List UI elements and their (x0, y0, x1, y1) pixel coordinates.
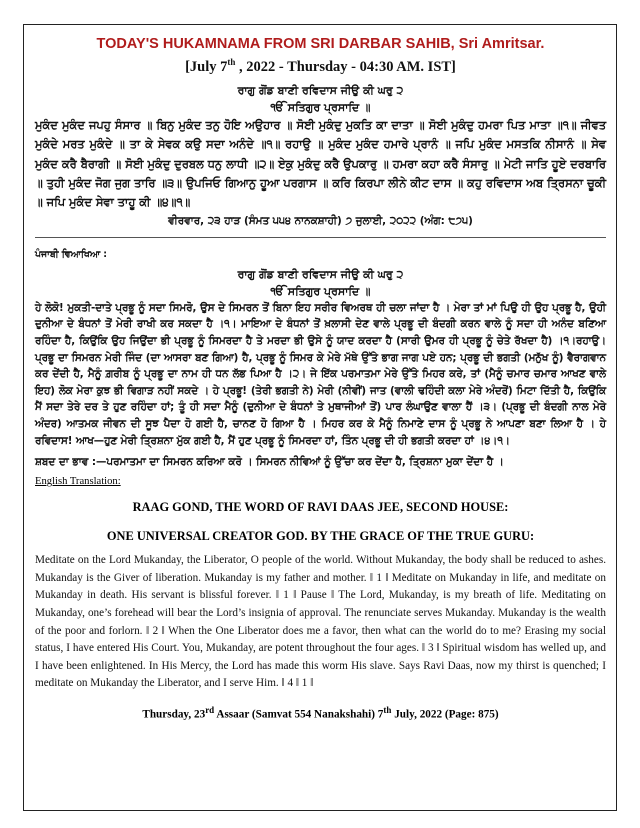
footer-prefix: Thursday, 23 (142, 708, 206, 721)
punjabi-label: ਪੰਜਾਬੀ ਵਿਆਖਿਆ : (35, 248, 108, 260)
gurbani-date: ਵੀਰਵਾਰ, ੨੩ ਹਾੜ (ਸੰਮਤ ੫੫੪ ਨਾਨਕਸ਼ਾਹੀ) ੭ ਜੁਲਾਈ, ੨੦੨੨ (ਅੰਗ: ੮੭੫) (168, 214, 473, 227)
date-suffix: , 2022 - Thursday - 04:30 AM. IST] (235, 58, 456, 75)
gurbani-raag: ਰਾਗੁ ਗੋਂਡ ਬਾਣੀ ਰਵਿਦਾਸ ਜੀਉ ਕੀ ਘਰੁ ੨ (237, 83, 404, 97)
english-heading-raag: RAAG GOND, THE WORD OF RAVI DAAS JEE, SECOND HOUSE: (132, 500, 509, 515)
english-label: English Translation: (35, 476, 121, 488)
gurbani-text: ਮੁਕੰਦ ਮੁਕੰਦ ਜਪਹੁ ਸੰਸਾਰ ॥ ਬਿਨੁ ਮੁਕੰਦ ਤਨੁ ਹੋਇ ਅਉਹਾਰ ॥ ਸੋਈ ਮੁਕੰਦੁ ਮੁਕਤਿ ਕਾ ਦਾਤਾ ॥ ਸੋਈ ਮੁਕੰਦੁ ਹਮਰਾ ਪਿਤ ਮਾਤਾ ॥੧॥ ਜੀਵਤ ਮੁਕੰਦੇ ਮਰਤ ਮੁਕੰਦੇ ॥ ਤਾ ਕੇ ਸੇਵਕ ਕਉ ਸਦਾ ਅਨੰਦੇ ॥੧॥ ਰਹਾਉ ॥ ਮੁਕੰਦ ਮੁਕੰਦ ਹਮਾਰੇ ਪ੍ਰਾਨੰ ॥ ਜਪਿ ਮੁਕੰਦ ਮਸਤਕਿ ਨੀਸਾਨੰ ॥ ਸੇਵ ਮੁਕੰਦ ਕਰੈ ਬੈਰਾਗੀ ॥ ਸੋਈ ਮੁਕੰਦੁ ਦੁਰਬਲ ਧਨੁ ਲਾਧੀ ॥੨॥ ਏਕੁ ਮੁਕੰਦੁ ਕਰੈ ਉਪਕਾਰੁ ॥ ਹਮਰਾ ਕਹਾ ਕਰੈ ਸੰਸਾਰੁ ॥ ਮੇਟੀ ਜਾਤਿ ਹੂਏ ਦਰਬਾਰਿ ॥ ਤੁਹੀ ਮੁਕੰਦ ਜੋਗ ਜੁਗ ਤਾਰਿ ॥੩॥ ਉਪਜਿਓ ਗਿਆਨੁ ਹੂਆ ਪਰਗਾਸ ॥ ਕਰਿ ਕਿਰਪਾ ਲੀਨੇ ਕੀਟ ਦਾਸ ॥ ਕਹੁ ਰਵਿਦਾਸ ਅਬ ਤ੍ਰਿਸਨਾ ਚੂਕੀ ॥ ਜਪਿ ਮੁਕੰਦ ਸੇਵਾ ਤਾਹੂ ਕੀ ॥੪॥੧॥ (35, 117, 606, 210)
english-heading-mool: ONE UNIVERSAL CREATOR GOD. BY THE GRACE OF THE TRUE GURU: (106, 529, 535, 544)
vyakhya-raag: ਰਾਗੁ ਗੋਂਡ ਬਾਣੀ ਰਵਿਦਾਸ ਜੀਉ ਕੀ ਘਰੁ ੨ (237, 267, 404, 281)
shabad-bhav: ਸ਼ਬਦ ਦਾ ਭਾਵ :—ਪਰਮਾਤਮਾ ਦਾ ਸਿਮਰਨ ਕਰਿਆ ਕਰੋ । ਸਿਮਰਨ ਨੀਵਿਆਂ ਨੂੰ ਉੱਚਾ ਕਰ ਦੇਂਦਾ ਹੈ, ਤ੍ਰਿਸ਼ਨਾ ਮੁਕਾ ਦੇਂਦਾ ਹੈ । (35, 456, 504, 469)
page-title: TODAY'S HUKAMNAMA FROM SRI DARBAR SAHIB, Sri Amritsar. (96, 36, 545, 52)
hukamnama-page (23, 24, 617, 811)
vyakhya-mool: ੴ ਸਤਿਗੁਰ ਪ੍ਰਸਾਦਿ ॥ (270, 284, 371, 298)
gurbani-mool: ੴ ਸਤਿਗੁਰ ਪ੍ਰਸਾਦਿ ॥ (270, 100, 371, 114)
footer-sup-2: th (383, 704, 392, 715)
date-prefix: [July 7 (185, 58, 228, 75)
page-content (35, 35, 606, 723)
section-divider (35, 237, 606, 238)
footer-mid: Assaar (Samvat 554 Nanakshahi) 7 (214, 708, 384, 721)
vyakhya-text: ਹੇ ਲੋਕੋ! ਮੁਕਤੀ-ਦਾਤੇ ਪ੍ਰਭੂ ਨੂੰ ਸਦਾ ਸਿਮਰੋ, ਉਸ ਦੇ ਸਿਮਰਨ ਤੋਂ ਬਿਨਾ ਇਹ ਸਰੀਰ ਵਿਅਰਥ ਹੀ ਚਲਾ ਜਾਂਦਾ ਹੈ । ਮੇਰਾ ਤਾਂ ਮਾਂ ਪਿਉ ਹੀ ਉਹ ਪ੍ਰਭੂ ਹੈ, ਉਹੀ ਦੁਨੀਆ ਦੇ ਬੰਧਨਾਂ ਤੋਂ ਮੇਰੀ ਰਾਖੀ ਕਰ ਸਕਦਾ ਹੈ ।੧। ਮਾਇਆ ਦੇ ਬੰਧਨਾਂ ਤੋਂ ਖ਼ਲਾਸੀ ਦੇਣ ਵਾਲੇ ਪ੍ਰਭੂ ਦੀ ਬੰਦਗੀ ਕਰਨ ਵਾਲੇ ਨੂੰ ਸਦਾ ਹੀ ਅਨੰਦ ਬਣਿਆ ਰਹਿੰਦਾ ਹੈ, ਕਿਉਂਕਿ ਉਹ ਜਿਉਂਦਾ ਭੀ ਪ੍ਰਭੂ ਨੂੰ ਸਿਮਰਦਾ ਹੈ ਤੇ ਮਰਦਾ ਭੀ ਉਸੇ ਨੂੰ ਯਾਦ ਕਰਦਾ ਹੈ (ਸਾਰੀ ਉਮਰ ਹੀ ਪ੍ਰਭੂ ਨੂੰ ਚੇਤੇ ਰੱਖਦਾ ਹੈ) ।੧।ਰਹਾਉ। ਪ੍ਰਭੂ ਦਾ ਸਿਮਰਨ ਮੇਰੀ ਜਿੰਦ (ਦਾ ਆਸਰਾ ਬਣ ਗਿਆ) ਹੈ, ਪ੍ਰਭੂ ਨੂੰ ਸਿਮਰ ਕੇ ਮੇਰੇ ਮੱਥੇ ਉੱਤੇ ਭਾਗ ਜਾਗ ਪਏ ਹਨ; ਪ੍ਰਭੂ ਦੀ ਭਗਤੀ (ਮਨੁੱਖ ਨੂੰ) ਵੈਰਾਗਵਾਨ ਕਰ ਦੇਂਦੀ ਹੈ, ਮੈਨੂੰ ਗ਼ਰੀਬ ਨੂੰ ਪ੍ਰਭੂ ਦਾ ਨਾਮ ਹੀ ਧਨ ਲੱਭ ਪਿਆ ਹੈ ।੨। ਜੇ ਇੱਕ ਪਰਮਾਤਮਾ ਮੇਰੇ ਉੱਤੇ ਮਿਹਰ ਕਰੇ, ਤਾਂ (ਮੈਨੂੰ ਚਮਾਰ ਚਮਾਰ ਆਖਣ ਵਾਲੇ ਇਹ) ਲੋਕ ਮੇਰਾ ਕੁਝ ਭੀ ਵਿਗਾੜ ਨਹੀਂ ਸਕਦੇ । ਹੇ ਪ੍ਰਭੂ! (ਤੇਰੀ ਭਗਤੀ ਨੇ) ਮੇਰੀ (ਨੀਵੀਂ) ਜਾਤ (ਵਾਲੀ ਢਹਿੰਦੀ ਕਲਾ ਮੇਰੇ ਅੰਦਰੋਂ) ਮਿਟਾ ਦਿੱਤੀ ਹੈ, ਕਿਉਂਕਿ ਮੈਂ ਸਦਾ ਤੇਰੇ ਦਰ ਤੇ ਹੁਣ ਰਹਿੰਦਾ ਹਾਂ; ਤੂੰ ਹੀ ਸਦਾ ਮੈਨੂੰ (ਦੁਨੀਆ ਦੇ ਬੰਧਨਾਂ ਤੇ ਮੁਥਾਜੀਆਂ ਤੋਂ) ਪਾਰ ਲੰਘਾਉਣ ਵਾਲਾ ਹੈਂ ।੩। (ਪ੍ਰਭੂ ਦੀ ਬੰਦਗੀ ਨਾਲ ਮੇਰੇ ਅੰਦਰ) ਆਤਮਕ ਜੀਵਨ ਦੀ ਸੂਝ ਪੈਦਾ ਹੋ ਗਈ ਹੈ, ਚਾਨਣ ਹੋ ਗਿਆ ਹੈ । ਮਿਹਰ ਕਰ ਕੇ ਮੈਨੂੰ ਨਿਮਾਣੇ ਦਾਸ ਨੂੰ ਪ੍ਰਭੂ ਨੇ ਆਪਣਾ ਬਣਾ ਲਿਆ ਹੈ । ਹੇ ਰਵਿਦਾਸ! ਆਖ—ਹੁਣ ਮੇਰੀ ਤ੍ਰਿਸ਼ਨਾ ਮੁੱਕ ਗਈ ਹੈ, ਮੈਂ ਹੁਣ ਪ੍ਰਭੂ ਨੂੰ ਸਿਮਰਦਾ ਹਾਂ, ਤਿੰਨ ਪ੍ਰਭੂ ਦੀ ਹੀ ਭਗਤੀ ਕਰਦਾ ਹਾਂ ।੪।੧। (35, 301, 606, 447)
footer-date (35, 703, 606, 723)
date-sup: th (227, 57, 236, 67)
english-text: Meditate on the Lord Mukanday, the Liberator, O people of the world. Without Mukanday, the body shall be reduced to ashes. Mukanday is the Giver of liberation. Mukanday is my father and mother. ‖ 1 ‖ Meditate on Mukanday in life, and meditate on Mukanday in death. His servant is blissful forever. ‖ 1 ‖ Pause ‖ The Lord, Mukanday, is my breath of life. Meditating on Mukanday, one’s forehead will bear the Lord’s insignia of approval. The renunciate serves Mukanday. Mukanday is the wealth of the poor and forlorn. ‖ 2 ‖ When the One Liberator does me a favor, then what can the world do to me? Erasing my social status, I have entered His Court. You, Mukanday, are potent throughout the four ages. ‖ 3 ‖ Spiritual wisdom has welled up, and I have been enlightened. In His Mercy, the Lord has made this worm His slave. Says Ravi Daas, now my thirst is quenched; I meditate on Mukanday the Liberator, and I serve Him. ‖ 4 ‖ 1 ‖ (35, 554, 606, 690)
footer-sup-1: rd (205, 704, 215, 715)
page-date (35, 53, 606, 76)
footer-suffix: July, 2022 (Page: 875) (391, 708, 499, 721)
